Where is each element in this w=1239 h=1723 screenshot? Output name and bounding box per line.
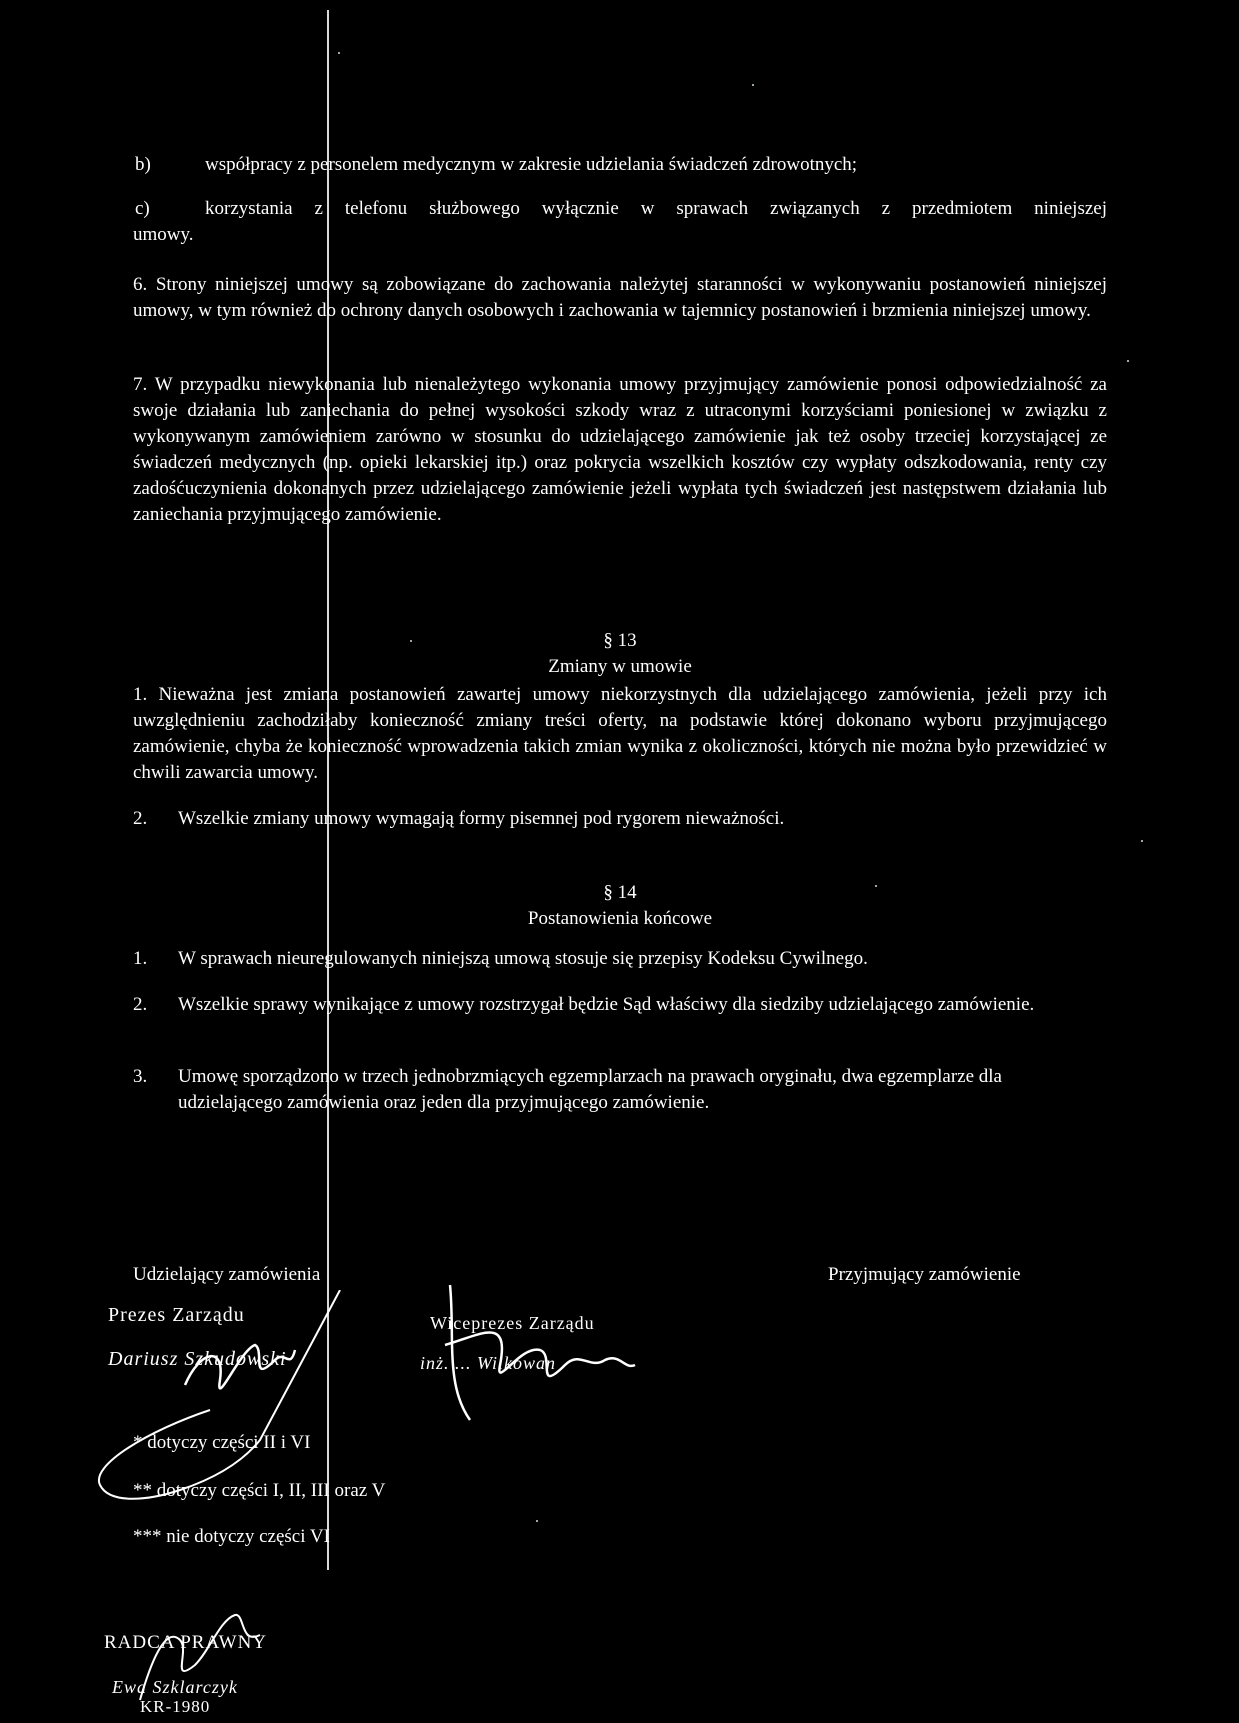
- stamp-left-line-2: Dariusz Szkudowski: [108, 1348, 287, 1370]
- legal-stamp-line-1: RADCA PRAWNY: [104, 1632, 268, 1653]
- section-14-point-1-number: 1.: [133, 948, 148, 969]
- scan-noise: [875, 885, 877, 887]
- section-13-title: Zmiany w umowie: [548, 656, 692, 677]
- item-c-marker: c): [135, 198, 150, 219]
- section-13-point-2: Wszelkie zmiany umowy wymagają formy pisemnej pod rygorem nieważności.: [178, 808, 785, 829]
- section-13-point-2-number: 2.: [133, 808, 148, 829]
- footnote-2: ** dotyczy części I, II, III oraz V: [133, 1480, 386, 1501]
- stamp-middle-line-2: inż. ... Wilkowan: [420, 1353, 557, 1373]
- signature-label-left: Udzielający zamówienia: [133, 1264, 321, 1285]
- section-14-point-3: Umowę sporządzono w trzech jednobrzmiących egzemplarzach na prawach oryginału, dwa egzemplarze dla udzielającego zamówienia oraz jeden dla przyjmującego zamówienie.: [178, 1066, 1002, 1113]
- item-b-marker: b): [135, 154, 151, 175]
- stamp-left-line-1: Prezes Zarządu: [108, 1304, 245, 1326]
- scan-noise: [1127, 360, 1129, 362]
- item-b-text: współpracy z personelem medycznym w zakresie udzielania świadczeń zdrowotnych;: [205, 154, 858, 175]
- section-14-point-2: Wszelkie sprawy wynikające z umowy rozstrzygał będzie Sąd właściwy dla siedziby udzielającego zamówienie.: [178, 994, 1035, 1015]
- section-14-title: Postanowienia końcowe: [527, 908, 713, 929]
- scan-noise: [752, 84, 754, 86]
- legal-stamp-line-3: KR-1980: [140, 1697, 211, 1716]
- section-13-heading: § 13: [603, 630, 637, 651]
- stamp-middle-line-1: Wiceprezes Zarządu: [430, 1313, 595, 1333]
- section-14-point-2-number: 2.: [133, 994, 148, 1015]
- paragraph-7: 7. W przypadku niewykonania lub nienależytego wykonania umowy przyjmujący zamówienie ponosi odpowiedzialność za swoje działania lub zaniechania do pełnej wysokości szkody wraz z utraconymi korzyściami poniesionej w związku z wykonywanym zamówieniem zarówno w stosunku do udzielającego zamówienie jak też osoby trzeciej korzystającej ze świadczeń medycznych (np. opieki lekarskiej itp.) oraz pokrycia wszelkich kosztów czy wypłaty odszkodowania, renty czy zadośćuczynienia dokonanych przez udzielającego zamówienie jeżeli wypłata tych świadczeń jest następstwem działania lub zaniechania przyjmującego zamówienie.: [133, 374, 1107, 525]
- scan-noise: [536, 1520, 538, 1522]
- section-14-heading: § 14: [603, 882, 637, 903]
- item-c-text-continued: umowy.: [133, 224, 194, 245]
- footnote-1: * dotyczy części II i VI: [133, 1432, 311, 1453]
- signature-label-right: Przyjmujący zamówienie: [828, 1264, 1021, 1285]
- legal-stamp-line-2: Ewa Szklarczyk: [112, 1677, 238, 1697]
- section-14-point-3-number: 3.: [133, 1066, 148, 1087]
- scan-noise: [410, 640, 412, 642]
- scan-noise: [338, 52, 340, 54]
- footnote-3: *** nie dotyczy części VI: [133, 1526, 330, 1547]
- section-13-point-1: 1. Nieważna jest zmiana postanowień zawartej umowy niekorzystnych dla udzielającego zamówienia, jeżeli przy ich uwzględnieniu zachodziłaby konieczność zmiany treści oferty, na podstawie której dokonano wyboru przyjmującego zamówienie, chyba że konieczność wprowadzenia takich zmian wynika z okoliczności, których nie można było przewidzieć w chwili zawarcia umowy.: [133, 684, 1107, 783]
- signature-legal-handwriting: [110, 1605, 270, 1715]
- section-14-point-1: W sprawach nieuregulowanych niniejszą umową stosuje się przepisy Kodeksu Cywilnego.: [178, 948, 868, 969]
- scan-noise: [1141, 840, 1143, 842]
- signature-middle-handwriting: [425, 1275, 645, 1435]
- item-c-text: korzystania z telefonu służbowego wyłącznie w sprawach związanych z przedmiotem niniejszej: [205, 198, 1107, 219]
- paragraph-6: 6. Strony niniejszej umowy są zobowiązane do zachowania należytej staranności w wykonywaniu postanowień niniejszej umowy, w tym również do ochrony danych osobowych i zachowania w tajemnicy postanowień i brzmienia niniejszej umowy.: [133, 274, 1107, 321]
